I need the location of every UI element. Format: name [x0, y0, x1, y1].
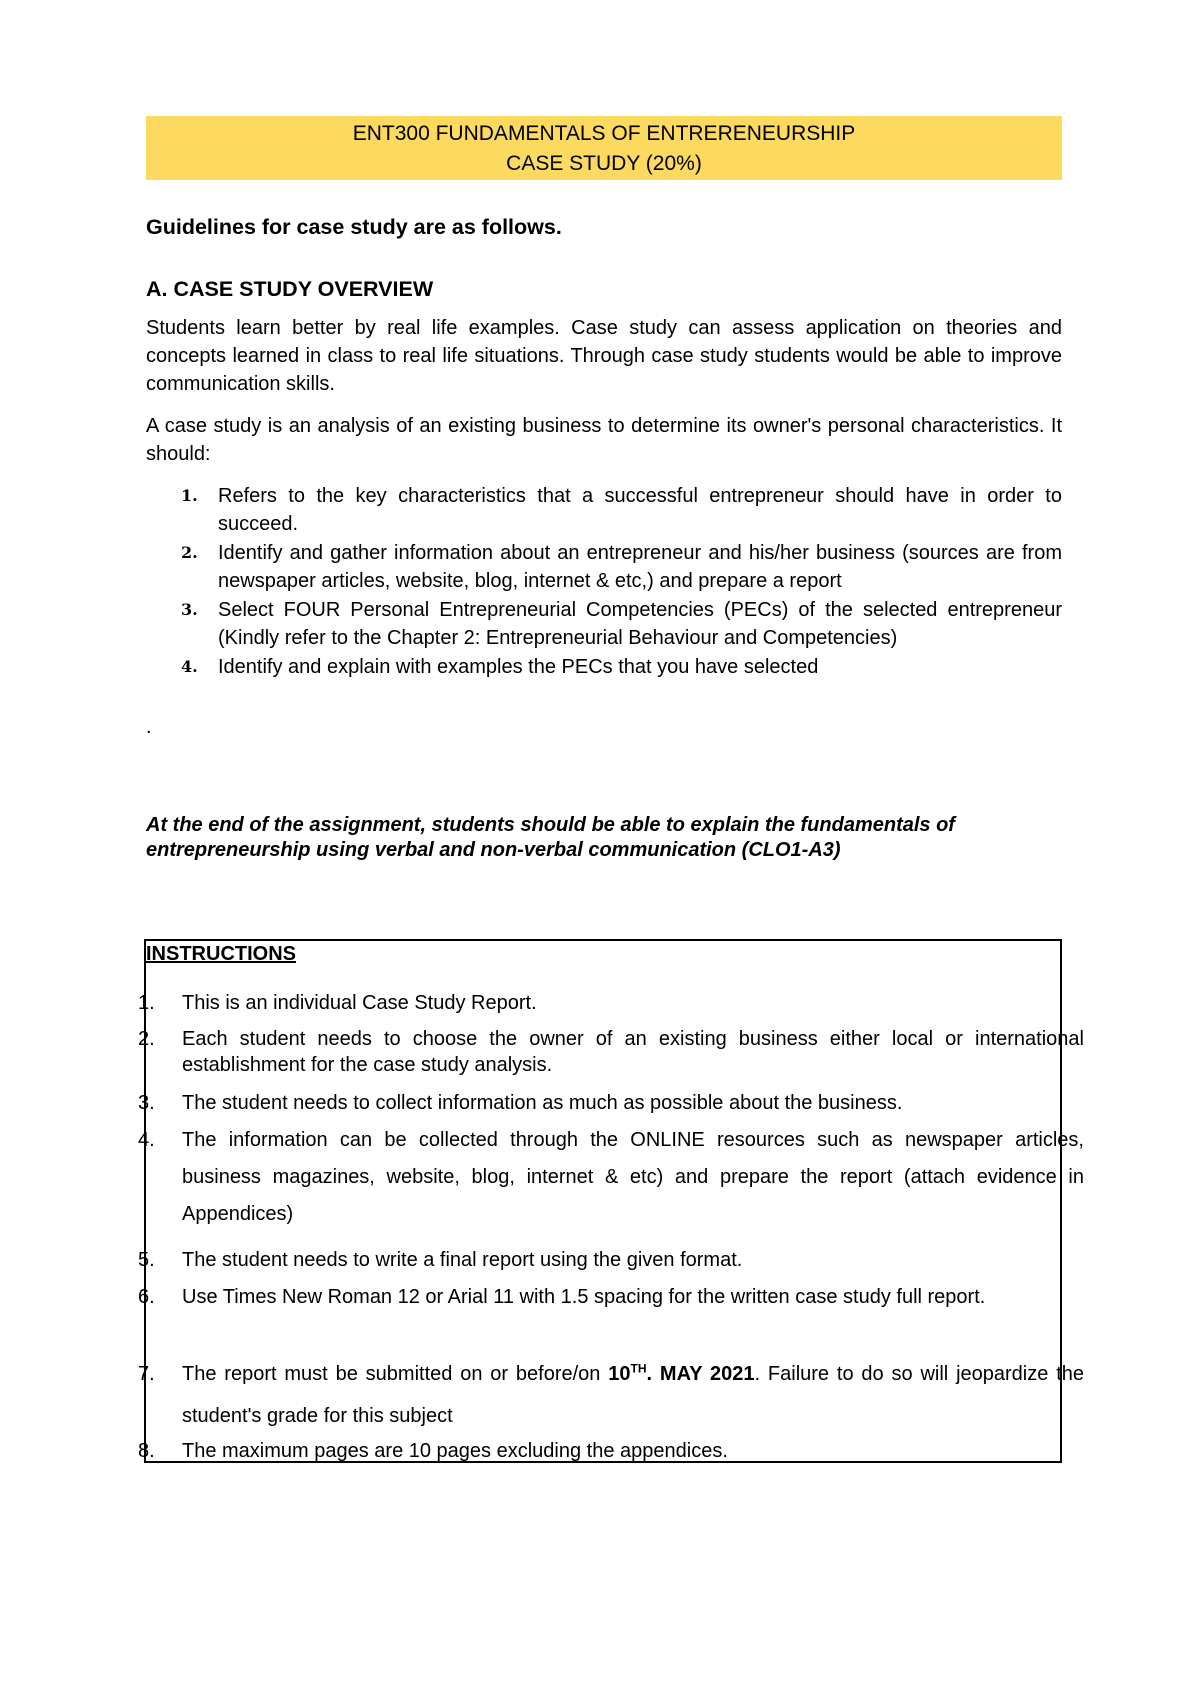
list-item [146, 596, 1062, 652]
instruction-number: 1. [138, 992, 155, 1014]
list-item-text: Select FOUR Personal Entrepreneurial Competencies (PECs) of the selected entrepreneur (Kindly refer to the Chapter 2: Entrepreneurial Behaviour and Competencies) [218, 599, 1062, 649]
list-item [146, 653, 1062, 681]
deadline-day-suffix: TH [630, 1361, 647, 1376]
deadline-lead-text: The report must be submitted on or before/on [182, 1363, 609, 1385]
instruction-number: 8. [138, 1440, 155, 1462]
list-item [146, 539, 1062, 595]
instruction-text: The information can be collected through the ONLINE resources such as newspaper articles, business magazines, website, blog, internet & etc) and prepare the report (attach evidence in Appendices) [182, 1129, 1084, 1225]
instruction-text [182, 1353, 1084, 1437]
trailing-dot: . [146, 716, 152, 738]
instruction-text: Use Times New Roman 12 or Arial 11 with 1.5 spacing for the written case study full report. [182, 1286, 986, 1308]
instruction-text: The maximum pages are 10 pages excluding the appendices. [182, 1440, 728, 1462]
assessment-title: CASE STUDY (20%) [506, 152, 702, 175]
instruction-text: This is an individual Case Study Report. [182, 992, 537, 1014]
deadline-date [608, 1363, 754, 1385]
title-band [146, 116, 1062, 180]
learning-outcome-statement: At the end of the assignment, students should be able to explain the fundamentals of entrepreneurship using verbal and non-verbal communication (CLO1-A3) [146, 814, 955, 861]
overview-paragraph-2: A case study is an analysis of an existing business to determine its owner's personal characteristics. It should: [146, 415, 1062, 465]
instructions-box [138, 939, 1084, 1463]
list-number: 4. [181, 657, 198, 676]
overview-paragraph-1: Students learn better by real life examples. Case study can assess application on theories and concepts learned in class to real life situations. Through case study students would be able to improve communication skills. [146, 317, 1062, 395]
instruction-text: The student needs to write a final report using the given format. [182, 1249, 743, 1271]
instruction-number: 3. [138, 1092, 155, 1114]
instruction-number: 6. [138, 1286, 155, 1308]
objective-list [146, 482, 1062, 682]
instruction-number: 5. [138, 1249, 155, 1271]
list-item [146, 482, 1062, 538]
course-title: ENT300 FUNDAMENTALS OF ENTRERENEURSHIP [352, 122, 856, 145]
list-number: 3. [181, 600, 198, 619]
instructions-heading: INSTRUCTIONS [146, 943, 296, 965]
section-a-heading: A. CASE STUDY OVERVIEW [146, 277, 434, 301]
instruction-number: 7. [138, 1363, 155, 1385]
list-item-text: Identify and gather information about an entrepreneur and his/her business (sources are from newspaper articles, website, blog, internet & etc,) and prepare a report [218, 542, 1062, 592]
instruction-text: Each student needs to choose the owner of an existing business either local or international establishment for the case study analysis. [182, 1028, 1084, 1076]
list-number: 1. [181, 486, 198, 505]
deadline-day: 10 [608, 1363, 631, 1385]
list-number: 2. [181, 543, 198, 562]
deadline-trailing-text: . Failure to do so will jeopardize the student's grade for this subject [182, 1363, 1084, 1427]
instruction-number: 4. [138, 1129, 155, 1151]
guidelines-heading: Guidelines for case study are as follows. [146, 215, 562, 239]
instruction-text: The student needs to collect information as much as possible about the business. [182, 1092, 903, 1114]
deadline-month-year: . MAY 2021 [646, 1363, 755, 1385]
list-item-text: Refers to the key characteristics that a successful entrepreneur should have in order to succeed. [218, 485, 1062, 535]
instruction-number: 2. [138, 1028, 155, 1050]
list-item-text: Identify and explain with examples the PECs that you have selected [218, 656, 819, 678]
